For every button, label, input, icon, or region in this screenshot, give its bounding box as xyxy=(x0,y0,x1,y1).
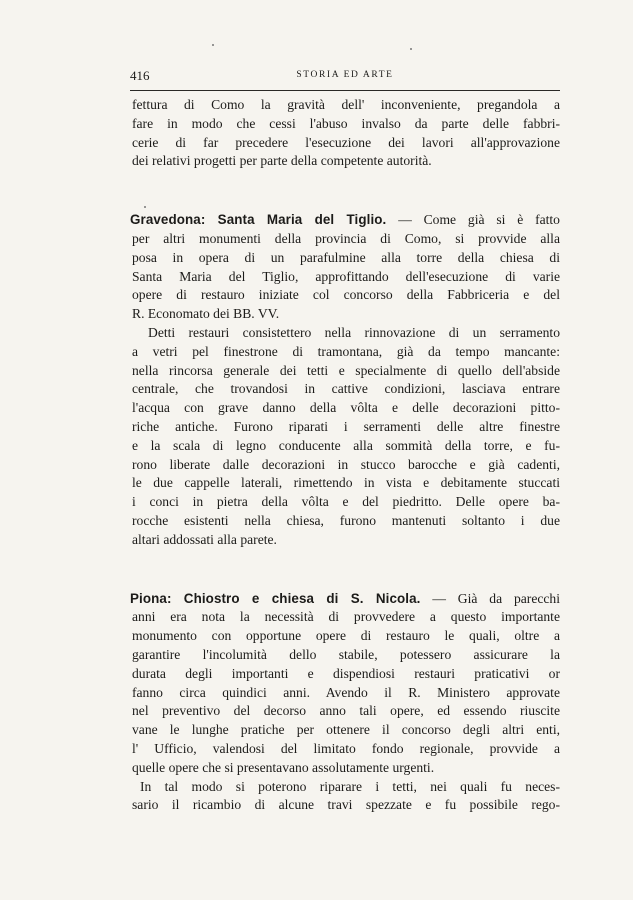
text-line: riche antiche. Furono riparati i serramenti delle altre finestre xyxy=(132,418,560,434)
text-line: fare in modo che cessi l'abuso invalso da parte delle fabbri- xyxy=(132,115,560,131)
text-line: a vetri pel finestrone di tramontana, già da tempo mancante: xyxy=(132,343,560,359)
paper-speck xyxy=(410,48,412,50)
body-text xyxy=(132,96,560,815)
text-line: nella rincorsa generale dei tetti e specialmente di quello dell'abside xyxy=(132,362,560,378)
text-line: In tal modo si poterono riparare i tetti, nei quali fu neces- xyxy=(140,778,560,794)
text-line: l'acqua con grave danno della vôlta e delle decorazioni pitto- xyxy=(132,400,560,416)
section-heading: Piona: Chiostro e chiesa di S. Nicola. xyxy=(130,590,421,606)
running-head: STORIA ED ARTE xyxy=(296,70,394,80)
text-line: l' Ufficio, valendosi del limitato fondo regionale, provvide a xyxy=(132,740,560,756)
text-line: per altri monumenti della provincia di Como, si provvide alla xyxy=(132,230,560,246)
heading-continuation: — Come già si è fatto xyxy=(398,212,560,228)
text-line: rocche esistenti nella chiesa, furono mantenuti soltanto i due xyxy=(132,512,560,528)
text-line: fanno circa quindici anni. Avendo il R. Ministero approvate xyxy=(132,684,560,700)
text-line: cerie di far precedere l'esecuzione dei lavori all'approvazione xyxy=(132,134,560,150)
text-line: fettura di Como la gravità dell' inconveniente, pregandola a xyxy=(132,97,560,112)
section-heading: Gravedona: Santa Maria del Tiglio. xyxy=(130,212,387,228)
text-line: altari addossati alla parete. xyxy=(132,531,277,547)
text-line: vane le lunghe pratiche per ottenere il concorso degli altri enti, xyxy=(132,722,560,738)
text-line: dei relativi progetti per parte della competente autorità. xyxy=(132,153,432,169)
section-piona xyxy=(132,590,560,816)
paper-speck xyxy=(144,206,146,208)
text-line: posa in opera di un parafulmine alla torre della chiesa di xyxy=(132,249,560,265)
intro-paragraph xyxy=(132,96,560,171)
text-line: e la scala di legno conducente alla sommità della torre, e fu- xyxy=(132,437,560,453)
text-line: quelle opere che si presentavano assolutamente urgenti. xyxy=(132,759,435,775)
text-line: sario il ricambio di alcune travi spezzate e fu possibile rego- xyxy=(132,797,560,813)
header-rule xyxy=(130,90,560,91)
paper-speck xyxy=(212,44,214,46)
text-line: R. Economato dei BB. VV. xyxy=(132,306,280,322)
text-line: monumento con opportune opere di restauro le quali, oltre a xyxy=(132,628,560,644)
section-first-line xyxy=(130,211,560,230)
text-line: i conci in pietra della vôlta e del piedritto. Delle opere ba- xyxy=(132,494,560,510)
text-line: centrale, che trovandosi in cattive condizioni, lasciava entrare xyxy=(132,381,560,397)
text-line: opere di restauro iniziate col concorso della Fabbriceria e del xyxy=(132,287,560,303)
page-number: 416 xyxy=(130,68,150,83)
text-line: rono liberate dalle decorazioni in stucco barocche e già cadenti, xyxy=(132,456,560,472)
text-line: Santa Maria del Tiglio, approfittando dell'esecuzione di varie xyxy=(132,268,560,284)
section-gravedona xyxy=(132,211,560,549)
page-header xyxy=(130,68,560,88)
text-line: le due cappelle laterali, rimettendo in vista e debitamente stuccati xyxy=(132,475,560,491)
text-line: anni era nota la necessità di provvedere a questo importante xyxy=(132,609,560,625)
text-line: Detti restauri consistettero nella rinnovazione di un serramento xyxy=(148,324,560,340)
section-first-line xyxy=(130,590,560,609)
text-line: nel preventivo del decorso anno tali opere, ed essendo riuscite xyxy=(132,703,560,719)
text-line: garantire l'incolumità dello stabile, potessero assicurare la xyxy=(132,646,560,662)
text-line: durata degli importanti e dispendiosi restauri praticativi or xyxy=(132,665,560,681)
heading-continuation: — Già da parecchi xyxy=(432,590,561,606)
